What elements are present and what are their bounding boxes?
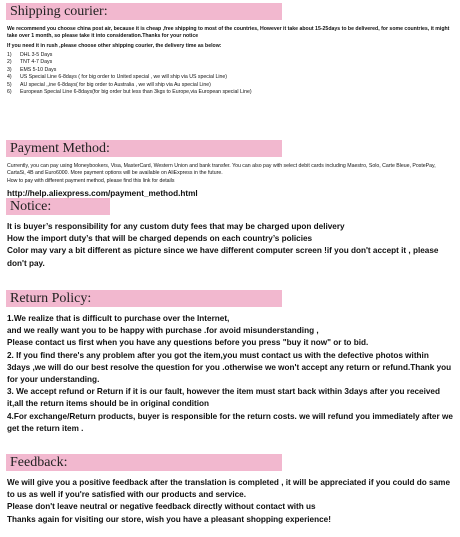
- shipping-intro-text: We recommend you choose china post air, because it is cheap ,free shipping to most of the countries, However it take about 15-25days to be delivered, for some countries, it might take over 1 month, so please take it into consideration.Thanks for your notice: [7, 26, 450, 40]
- return-line: 3. We accept refund or Return if it is our fault, however the item must start back within 3days after you received it,all the return items should be in original condition: [7, 387, 440, 409]
- return-line: 2. If you find there's any problem after you got the item,you must contact us with the defective photos within 3days ,we will do our best resolve the question for you .otherwise we won't accept any return or refund.Thank you for your understanding.: [7, 350, 452, 385]
- shipping-option: 5) AU special ,,ine 6-8days( for big order to Australia , we will ship via Au special Line): [7, 81, 211, 88]
- notice-line: It is buyer’s responsibility for any custom duty fees that may be charged upon delivery: [7, 222, 345, 231]
- shipping-option: 3) EMS 5-10 Days: [7, 66, 57, 73]
- feedback-line: Please don't leave neutral or negative feedback directly without contact with us: [7, 502, 316, 512]
- payment-how: How to pay with different payment method, please find this link for details: [7, 178, 175, 184]
- shipping-rush-note: If you need it in rush ,please choose other shipping courier, the delivery time as below:: [7, 43, 222, 49]
- return-line: 1.We realize that is difficult to purchase over the Internet,: [7, 314, 230, 323]
- shipping-option: 2) TNT 4-7 Days: [7, 59, 53, 66]
- notice-text: [7, 221, 454, 270]
- return-line: and we really want you to be happy with purchase .for avoid misunderstanding ,: [7, 326, 319, 336]
- return-line: Please contact us first when you have any questions before you press "buy it now" or to bid.: [7, 338, 369, 348]
- payment-link[interactable]: http://help.aliexpress.com/payment_method.html: [7, 189, 198, 198]
- feedback-text: [7, 477, 454, 526]
- shipping-option: 6) European Special Line 6-8days(for big order but less than 3kgs to Europe,via European special Line): [7, 89, 252, 96]
- feedback-line: We will give you a positive feedback after the translation is completed , it will be appreciated if you could do same to us as well if you're satisfied with our products and service.: [7, 478, 450, 500]
- notice-header: Notice:: [6, 198, 110, 215]
- payment-header: Payment Method:: [6, 140, 282, 157]
- return-policy-text: [7, 313, 454, 435]
- feedback-header: Feedback:: [6, 454, 282, 471]
- feedback-line: Thanks again for visiting our store, wish you have a pleasant shopping experience!: [7, 514, 331, 524]
- return-line: 4.For exchange/Return products, buyer is responsible for the return costs. we will refund you immediately after we get the return item .: [7, 411, 453, 433]
- shipping-intro: [7, 26, 454, 41]
- return-policy-header: Return Policy:: [6, 290, 282, 307]
- shipping-option: 1) DHL 3-5 Days: [7, 52, 53, 58]
- notice-line: Color may vary a bit different as picture since we have different computer screen !if you don't accept it , please don't pay.: [7, 246, 439, 268]
- shipping-option: 4) US Special Line 6-8days ( for big order to United special , we will ship via US special Line): [7, 74, 228, 81]
- notice-line: How the import duty’s that will be charged depends on each country’s policies: [7, 234, 313, 244]
- payment-text: Currently, you can pay using Moneybookers, Visa, MasterCard, Western Union and bank transfer. You can also pay with select debit cards including Maestro, Solo, Carte Bleue, PostePay, CartaSi, 4B and Euro6000. More payment options will be available on AliExpress in the future.: [7, 163, 436, 177]
- shipping-options-list: [7, 52, 454, 96]
- shipping-header: Shipping courier:: [6, 3, 282, 20]
